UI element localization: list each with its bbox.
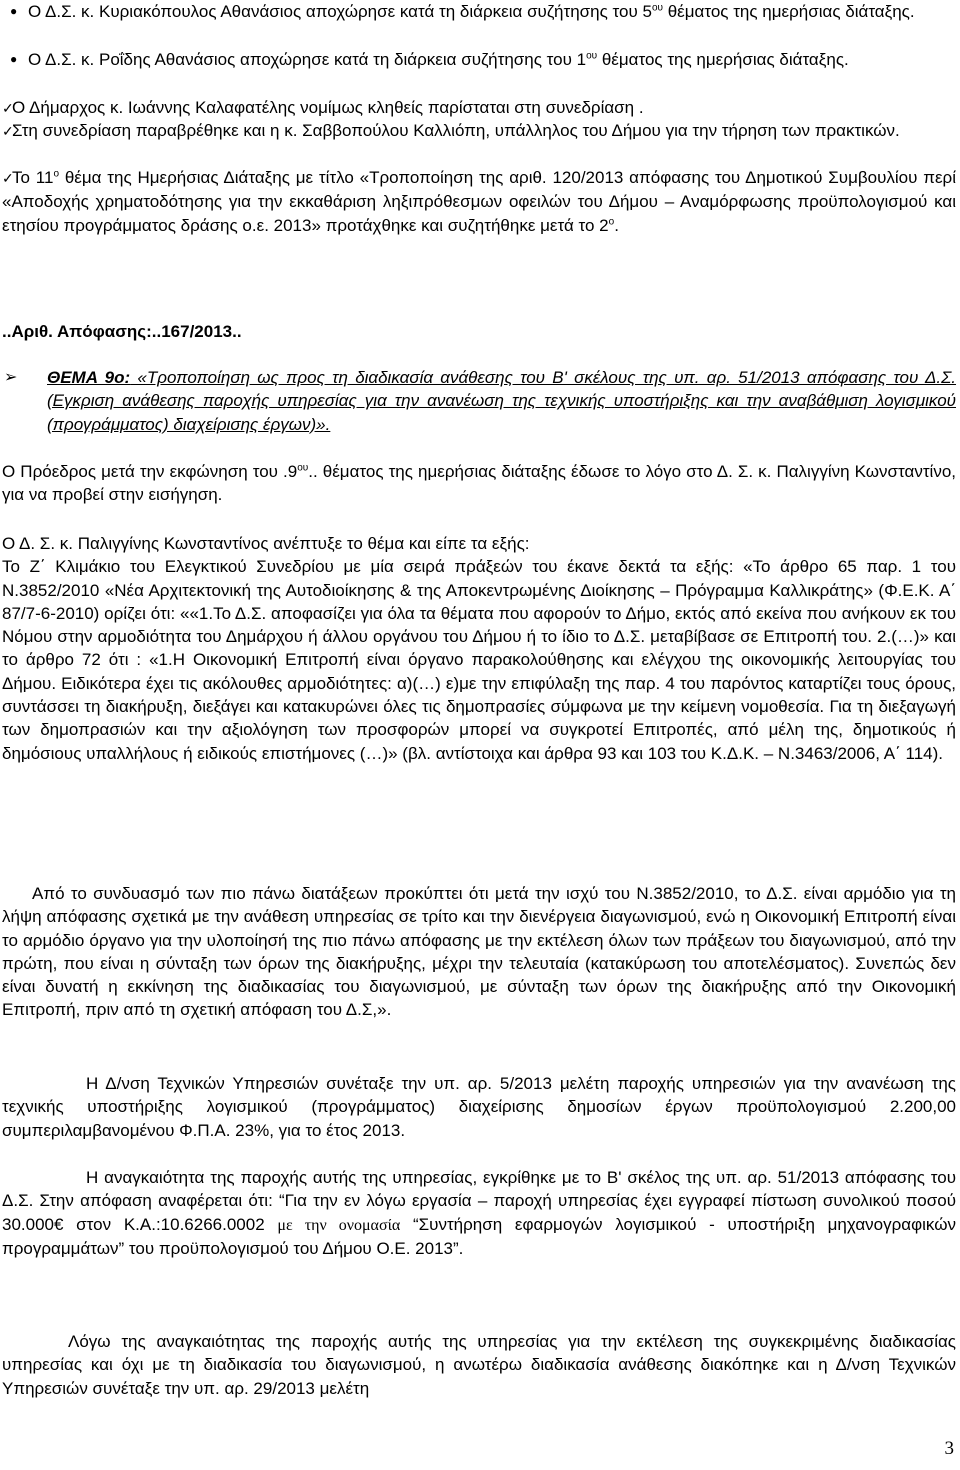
theme-heading: ➢ ΘΕΜΑ 9ο: «Τροποποίηση ως προς τη διαδικασία ανάθεσης του Β' σκέλους της υπ. αρ. 51/2013 απόφασης του Δ.Σ. (Εγκριση ανάθεσης παροχής υπηρεσίας για την ανανέωση της τεχνικής υποστήριξης και την αναβάθμιση λογισμικού (προγράμματος) διαχείρισης έργων)».	[4, 368, 957, 434]
bullet-dot-icon: ●	[10, 4, 18, 18]
checkmark-icon: ✓	[2, 170, 14, 186]
check-item: ✓Ο Δήμαρχος κ. Ιωάννης Καλαφατέλης νομίμως κληθείς παρίσταται στη συνεδρίαση .	[2, 96, 956, 120]
paragraph: Λόγω της αναγκαιότητας της παροχής αυτής της υπηρεσίας για την εκτέλεση της συγκεκριμένης διαδικασίας υπηρεσίας και όχι με τη διαδικασία του διαγωνισμού, η ανωτέρω διαδικασία ανάθεσης διακόπηκε και η Δ/νση Τεχνικών Υπηρεσιών συνέταξε την υπ. αρ. 29/2013 μελέτη	[2, 1332, 956, 1398]
paragraph: Ο Δ. Σ. κ. Παλιγγίνης Κωνσταντίνος ανέπτυξε το θέμα και είπε τα εξής: Το Ζ΄ Κλιμάκιο του Ελεγκτικού Συνεδρίου με μία σειρά πράξεών του έκανε δεκτά τα εξής: «Το άρθρο 65 παρ. 1 του Ν.3852/2010 «Νέα Αρχιτεκτονική της Αυτοδιοίκησης & της Αποκεντρωμένης Διοίκησης – Πρόγραμμα Καλλικράτης» (Φ.Ε.Κ. Α΄ 87/7-6-2010) ορίζει ότι: ««1.Το Δ.Σ. αποφασίζει για όλα τα θέματα που αφορούν το Δήμο, εκτός από εκείνα που ανήκουν εκ του Νόμου στην αρμοδιότητα του Δημάρχου ή άλλου οργάνου του Δήμου ή το ίδιο το Δ.Σ. μεταβίβασε σε Επιτροπή του. 2.(…)» και το άρθρο 72 ότι : «1.Η Οικονομική Επιτροπή είναι όργανο παρακολούθησης και ελέγχου της οικονομικής λειτουργίας του Δήμου. Ειδικότερα έχει τις ακόλουθες αρμοδιότητες: α)(…) ε)με την επιφύλαξη της παρ. 4 του παρόντος καταρτίζει τους όρους, συντάσσει τη διακήρυξη, διεξάγει και κατακυρώνει όλες τις δημοπρασίες σύμφωνα με την κείμενη νομοθεσία. Για τη διεξαγωγή των δημοπρασιών και την αξιολόγηση των προσφορών μπορεί να συγκροτεί Επιτροπές, από μέλη της, δημοτικούς ή δημόσιους υπαλλήλους ή ειδικούς επιστήμονες (…)» (βλ. αντίστοιχα και άρθρα 93 και 103 του Κ.Δ.Κ. – Ν.3463/2006, Α΄ 114).	[2, 534, 956, 763]
bullet-item: ● Ο Δ.Σ. κ. Ροΐδης Αθανάσιος αποχώρησε κατά τη διάρκεια συζήτησης του $1^{o\upsilon}$ θέματος της ημερήσιας διάταξης.	[2, 48, 956, 71]
paragraph: Ο Πρόεδρος μετά την εκφώνηση του $.9^{o\upsilon}$.. θέματος της ημερήσιας διάταξης έδωσε το λόγο στο Δ. Σ. κ. Παλιγγίνη Κωνσταντίνο, για να προβεί στην εισήγηση.	[2, 462, 956, 505]
arrow-bullet-icon: ➢	[4, 369, 18, 386]
checkmark-icon: ✓	[2, 123, 14, 139]
page-number: 3	[944, 1438, 954, 1459]
decision-number: ..Αριθ. Απόφασης:..167/2013..	[2, 322, 242, 341]
paragraph: Από το συνδυασμό των πιο πάνω διατάξεων προκύπτει ότι μετά την ισχύ του Ν.3852/2010, το Δ.Σ. είναι αρμόδιο για τη λήψη απόφασης σχετικά με την ανάθεση υπηρεσίας σε τρίτο και την διενέργεια διαγωνισμού, ενώ η Οικονομική Επιτροπή είναι το αρμόδιο όργανο για την υλοποίησή της πιο πάνω απόφασης με την εκτέλεση όλων των πράξεων του διαγωνισμού, από την πρώτη, που είναι η σύνταξη των όρων της διακήρυξης, μέχρι την τελευταία (κατακύρωση του αποτελέσματος). Συνεπώς δεν είναι δυνατή η εκκίνηση της διαδικασίας του διαγωνισμού, με σύνταξη των όρων της διακήρυξης από την Οικονομική Επιτροπή, πριν από τη σχετική απόφαση του Δ.Σ,».	[2, 884, 956, 1020]
check-item: ✓Στη συνεδρίαση παραβρέθηκε και η κ. Σαββοπούλου Καλλιόπη, υπάλληλος του Δήμου για την τήρηση των πρακτικών.	[2, 119, 956, 143]
check-item: ✓Το $11^o$ θέμα της Ημερήσιας Διάταξης με τίτλο «Τροποποίηση της αριθ. 120/2013 απόφασης του Δημοτικού Συμβουλίου περί «Αποδοχής χρηματοδότησης για την εκκαθάριση ληξιπρόθεσμων οφειλών του Δήμου – Αναμόρφωσης προϋπολογισμού και ετησίου προγράμματος δράσης ο.ε. 2013» προτάχθηκε και συζητήθηκε μετά το $2^o$.	[2, 168, 956, 235]
checkmark-icon: ✓	[2, 100, 14, 116]
paragraph: Η αναγκαιότητα της παροχής αυτής της υπηρεσίας, εγκρίθηκε με το Β' σκέλος της υπ. αρ. 51/2013 απόφασης του Δ.Σ. Στην απόφαση αναφέρεται ότι: “Για την εν λόγω εργασία – παροχή υπηρεσίας έχει εγγραφεί πίστωση συνολικού ποσού 30.000€ στον Κ.Α.:10.6266.0002 με την ονομασία “Συντήρηση εφαρμογών λογισμικού - υποστήριξη μηχανογραφικών προγραμμάτων” του προϋπολογισμού του Δήμου Ο.Ε. 2013”.	[2, 1168, 956, 1258]
bullet-dot-icon: ●	[10, 52, 18, 66]
paragraph: Η Δ/νση Τεχνικών Υπηρεσιών συνέταξε την υπ. αρ. 5/2013 μελέτη παροχής υπηρεσιών για την ανανέωση της τεχνικής υποστήριξης λογισμικού (προγράμματος) διαχείρισης δημοσίων έργων προϋπολογισμού 2.200,00 συμπεριλαμβανομένου Φ.Π.Α. 23%, για το έτος 2013.	[2, 1074, 956, 1140]
bullet-item: ● Ο Δ.Σ. κ. Κυριακόπουλος Αθανάσιος αποχώρησε κατά τη διάρκεια συζήτησης του $5^{o\upsilon}$ θέματος της ημερήσιας διάταξης.	[2, 0, 956, 23]
